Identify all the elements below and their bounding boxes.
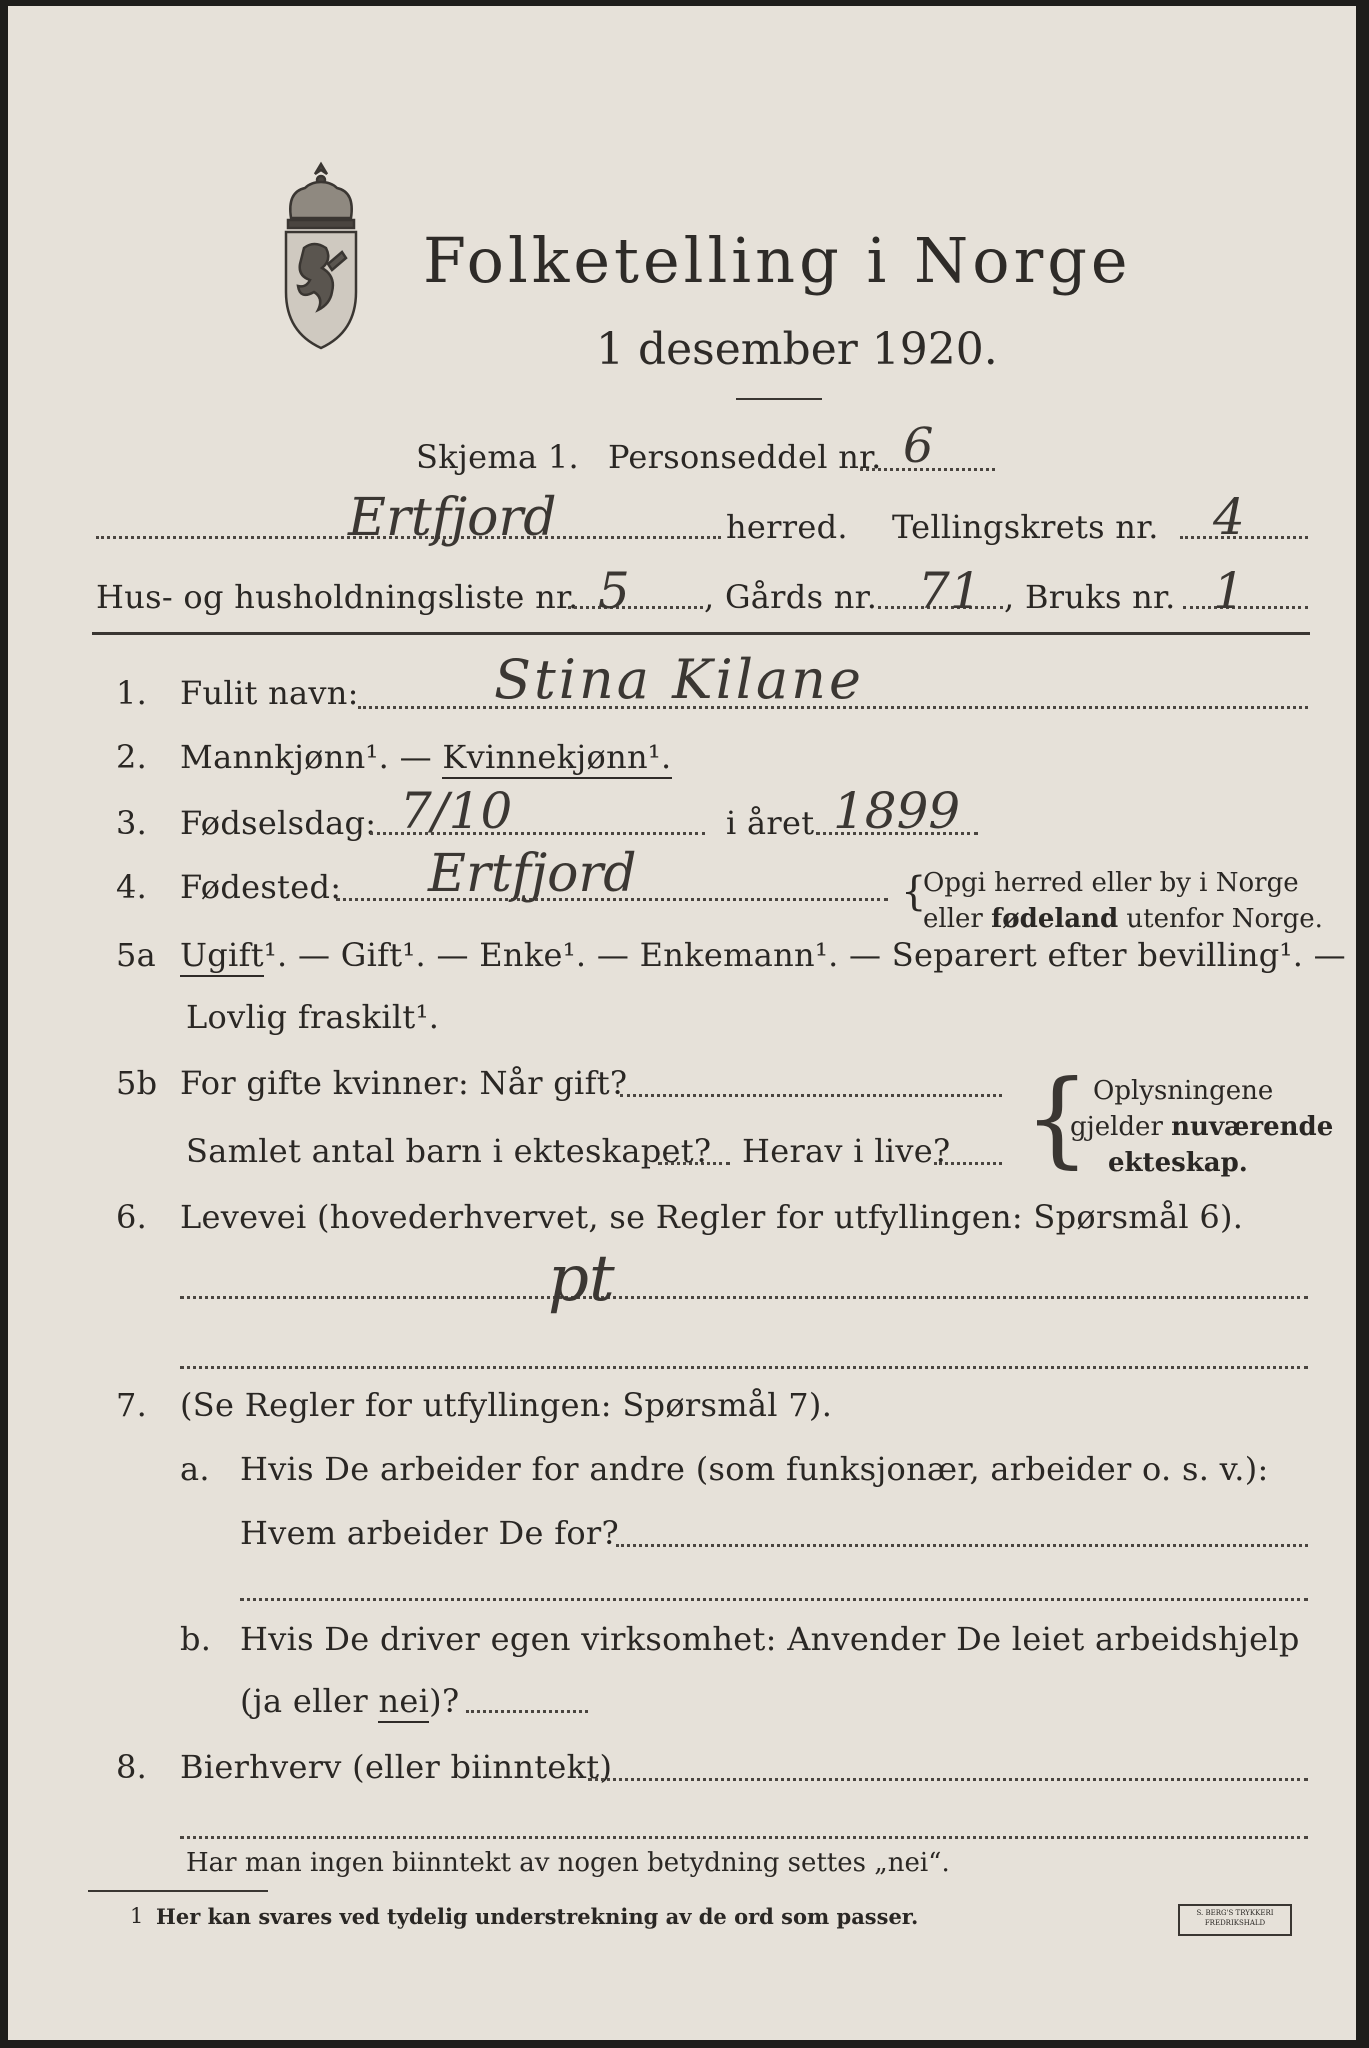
- q4-birthplace-value: Ertfjord: [428, 844, 637, 904]
- q7a-dotline-1: [616, 1544, 1308, 1547]
- q5b-alive-dotline: [934, 1162, 1002, 1165]
- q6-dotline-2: [180, 1366, 1308, 1369]
- q6-label: Levevei (hovederhvervet, se Regler for utfyllingen: Spørsmål 6).: [180, 1198, 1244, 1236]
- q4-number: 4.: [116, 868, 148, 906]
- header-rule: [92, 632, 1310, 635]
- q4-note-line1: Opgi herred eller by i Norge: [923, 868, 1299, 898]
- q3-year-label: i året: [726, 804, 815, 842]
- q8-dotline-2: [180, 1836, 1308, 1839]
- q5b-note-line1: Oplysningene: [1093, 1076, 1274, 1106]
- footnote-text: Her kan svares ved tydelig understrekning av de ord som passer.: [156, 1904, 919, 1929]
- title-divider: [736, 398, 822, 400]
- q7b-dotline: [466, 1710, 588, 1713]
- q4-note-brace: {: [901, 869, 927, 915]
- printer-stamp: S. BERG'S TRYKKERI FREDRIKSHALD: [1178, 1904, 1292, 1936]
- q8-dotline-1: [588, 1778, 1308, 1781]
- q5a-number: 5a: [116, 936, 157, 974]
- hus-value: 5: [598, 562, 630, 620]
- q5b-note-line2: gjelder nuværende: [1070, 1112, 1334, 1142]
- norwegian-coat-of-arms-icon: [266, 156, 376, 356]
- q1-full-name-value: Stina Kilane: [494, 648, 864, 711]
- form-title: Folketelling i Norge: [423, 224, 1132, 297]
- q5b-line2a: Samlet antal barn i ekteskapet?: [186, 1132, 712, 1170]
- q6-occupation-value: pt: [548, 1242, 615, 1316]
- q5a-line2: Lovlig fraskilt¹.: [186, 998, 440, 1036]
- bruks-label: , Bruks nr.: [1004, 578, 1176, 616]
- q7a-line2: Hvem arbeider De for?: [240, 1514, 619, 1552]
- census-date: 1 desember 1920.: [596, 324, 998, 375]
- q8-note: Har man ingen biinntekt av nogen betydning settes „nei“.: [186, 1848, 950, 1878]
- q5a-line1: Ugift¹. — Gift¹. — Enke¹. — Enkemann¹. — Separert efter bevilling¹. —: [180, 936, 1346, 974]
- q1-label: Fulit navn:: [180, 674, 359, 712]
- q2-number: 2.: [116, 738, 148, 776]
- q3-birthday-value: 7/10: [400, 782, 513, 840]
- q2-gender-line: [180, 738, 672, 776]
- q5b-number: 5b: [116, 1064, 158, 1102]
- personseddel-label: Personseddel nr.: [608, 438, 882, 476]
- hus-dotline: [568, 606, 703, 609]
- hus-label: Hus- og husholdningsliste nr.: [96, 578, 579, 616]
- census-form-sheet: [8, 6, 1356, 2040]
- q5b-line2b: Herav i live?: [742, 1132, 951, 1170]
- footnote-mark: 1: [130, 1904, 144, 1928]
- q3-label: Fødselsdag:: [180, 804, 377, 842]
- q8-label: Bierhverv (eller biinntekt): [180, 1748, 613, 1786]
- q2-male: Mannkjønn¹.: [180, 738, 390, 776]
- q5a-ugift-underlined: Ugift: [180, 936, 264, 977]
- schema-label: Skjema 1.: [416, 438, 579, 476]
- q5b-children-dotline: [658, 1162, 730, 1165]
- q3-number: 3.: [116, 804, 148, 842]
- q7b-line2: (ja eller nei)?: [240, 1682, 459, 1720]
- q5b-note-line3: ekteskap.: [1108, 1148, 1248, 1178]
- q2-female-underlined: Kvinnekjønn¹.: [442, 738, 671, 779]
- q3-year-value: 1899: [833, 782, 961, 840]
- q7b-letter: b.: [180, 1620, 212, 1658]
- q6-number: 6.: [116, 1198, 148, 1236]
- q7-number: 7.: [116, 1386, 148, 1424]
- q4-note-line2: eller fødeland utenfor Norge.: [923, 904, 1323, 934]
- q7b-line1: Hvis De driver egen virksomhet: Anvender De leiet arbeidshjelp: [240, 1620, 1300, 1658]
- q7a-line1: Hvis De arbeider for andre (som funksjonær, arbeider o. s. v.):: [240, 1450, 1269, 1488]
- tellingskrets-value: 4: [1213, 488, 1245, 546]
- q5b-married-dotline: [620, 1094, 1002, 1097]
- tellingskrets-label: Tellingskrets nr.: [892, 508, 1159, 546]
- footnote-rule: [88, 1890, 268, 1892]
- q7b-nei-underlined: nei: [378, 1682, 429, 1723]
- personseddel-value: 6: [903, 418, 934, 474]
- bruks-dotline: [1183, 606, 1308, 609]
- gards-value: 71: [918, 562, 982, 620]
- q7a-letter: a.: [180, 1450, 210, 1488]
- q6-dotline-1: [180, 1296, 1308, 1299]
- bruks-value: 1: [1213, 562, 1245, 620]
- q7-label: (Se Regler for utfyllingen: Spørsmål 7).: [180, 1386, 833, 1424]
- q2-dash: —: [389, 738, 443, 776]
- herred-label: herred.: [726, 508, 848, 546]
- q8-number: 8.: [116, 1748, 148, 1786]
- q4-label: Fødested:: [180, 868, 342, 906]
- herred-value: Ertfjord: [348, 488, 557, 548]
- q5b-line1: For gifte kvinner: Når gift?: [180, 1064, 628, 1102]
- q5b-note-brace: {: [1024, 1057, 1091, 1179]
- q1-number: 1.: [116, 674, 148, 712]
- gards-label: , Gårds nr.: [704, 578, 878, 616]
- q7a-dotline-2: [240, 1598, 1308, 1601]
